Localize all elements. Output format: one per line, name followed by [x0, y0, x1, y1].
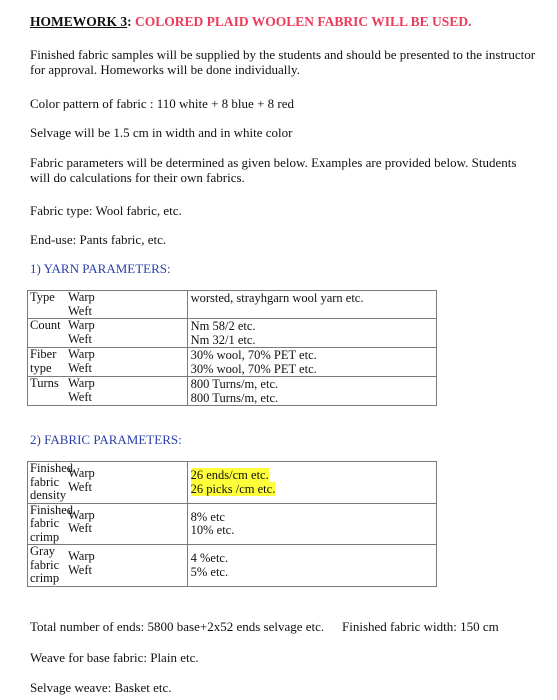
- fabric-value: 8% etc: [190, 509, 225, 524]
- fabric-label-line: crimp: [30, 529, 60, 544]
- yarn-parameters-table: [27, 290, 437, 406]
- title-colon: :: [127, 14, 132, 29]
- homework-label: HOMEWORK 3: [30, 14, 128, 29]
- total-ends: Total number of ends: 5800 base+2x52 ends selvage etc.: [30, 619, 325, 634]
- fabric-warp-weft: [68, 545, 95, 577]
- parameters-line-2: will do calculations for their own fabrics.: [30, 170, 245, 185]
- fabric-row: [28, 545, 437, 587]
- fabric-row-label-cell: [28, 503, 188, 545]
- selvage-weave: Selvage weave: Basket etc.: [30, 680, 172, 695]
- yarn-row-label: [30, 319, 68, 333]
- yarn-value: 30% wool, 70% PET etc.: [190, 348, 317, 362]
- yarn-row: [28, 377, 437, 406]
- fabric-row-label: [30, 502, 74, 545]
- fabric-value: 26 picks /cm etc.: [190, 481, 276, 496]
- yarn-row: [28, 348, 437, 377]
- yarn-row-value-cell: [187, 319, 436, 348]
- fabric-row-label: [30, 461, 74, 503]
- parameters-line-1: Fabric parameters will be determined as given below. Examples are provided below. Students: [30, 155, 517, 170]
- fabric-width: Finished fabric width: 150 cm: [342, 619, 499, 634]
- weft-label: Weft: [68, 331, 92, 346]
- fabric-label-line: fabric: [30, 516, 60, 530]
- yarn-warp-weft: [68, 291, 95, 318]
- yarn-row-label-cell: [28, 348, 188, 377]
- base-weave: Weave for base fabric: Plain etc.: [30, 650, 199, 665]
- yarn-warp-weft: [68, 348, 95, 375]
- yarn-value: Nm 32/1 etc.: [190, 332, 256, 347]
- fabric-row-value-cell: [187, 545, 436, 587]
- intro-line-2: for approval. Homeworks will be done individually.: [30, 62, 300, 77]
- warp-label: Warp: [68, 347, 95, 361]
- fabric-label-line: fabric: [30, 474, 60, 489]
- weft-label: Weft: [68, 521, 92, 535]
- yarn-value: Nm 58/2 etc.: [190, 319, 256, 333]
- warp-label: Warp: [68, 507, 95, 522]
- fabric-warp-weft: [68, 462, 95, 494]
- fabric-value: 26 ends/cm etc.: [190, 468, 269, 482]
- selvage-note: Selvage will be 1.5 cm in width and in white color: [30, 125, 293, 140]
- yarn-label-line: Type: [30, 290, 55, 304]
- yarn-row-label-cell: [28, 319, 188, 348]
- fabric-value: 4 %etc.: [190, 551, 229, 565]
- end-use: End-use: Pants fabric, etc.: [30, 232, 167, 247]
- fabric-label-line: crimp: [30, 571, 60, 585]
- yarn-label-line: Turns: [30, 376, 59, 390]
- warp-label: Warp: [68, 318, 95, 332]
- yarn-parameters-heading: 1) YARN PARAMETERS:: [30, 261, 171, 276]
- intro-paragraph: [30, 47, 545, 77]
- parameters-paragraph: [30, 155, 545, 185]
- yarn-row-label-cell: [28, 291, 188, 319]
- fabric-value: 10% etc.: [190, 523, 235, 537]
- warp-label: Warp: [68, 466, 95, 480]
- yarn-warp-weft: [68, 319, 95, 346]
- weft-label: Weft: [68, 389, 92, 404]
- yarn-value: 30% wool, 70% PET etc.: [190, 361, 317, 376]
- yarn-value: worsted, strayhgarn wool yarn etc.: [190, 291, 364, 305]
- yarn-warp-weft: [68, 377, 95, 404]
- yarn-value: 800 Turns/m, etc.: [190, 390, 279, 405]
- intro-line-1: Finished fabric samples will be supplied by the students and should be presented to the instructor: [30, 47, 536, 62]
- weft-label: Weft: [68, 360, 92, 375]
- fabric-row-label-cell: [28, 545, 188, 587]
- fabric-row-label: [30, 545, 68, 586]
- yarn-row-value-cell: [187, 377, 436, 406]
- yarn-label-line: Count: [30, 318, 61, 332]
- color-pattern: Color pattern of fabric : 110 white + 8 blue + 8 red: [30, 96, 294, 111]
- yarn-row-label: [30, 291, 68, 305]
- weft-label: Weft: [68, 303, 92, 318]
- weft-label: Weft: [68, 479, 92, 494]
- fabric-warp-weft: [68, 504, 95, 536]
- fabric-row-label-cell: [28, 462, 188, 504]
- yarn-row-label: [30, 377, 68, 391]
- fabric-row-value-cell: [187, 503, 436, 545]
- yarn-row-label: [30, 348, 68, 375]
- fabric-row-value-cell: [187, 462, 436, 504]
- yarn-row: [28, 319, 437, 348]
- fabric-label-line: density: [30, 488, 67, 502]
- warp-label: Warp: [68, 549, 95, 563]
- yarn-value: 800 Turns/m, etc.: [190, 377, 279, 391]
- yarn-label-line: Fiber: [30, 347, 57, 361]
- fabric-parameters-heading: 2) FABRIC PARAMETERS:: [30, 432, 182, 447]
- fabric-label-line: Finished: [30, 461, 74, 475]
- yarn-row-value-cell: [187, 291, 436, 319]
- page-title: [30, 14, 471, 30]
- title-subject: COLORED PLAID WOOLEN FABRIC WILL BE USED.: [131, 14, 472, 29]
- weft-label: Weft: [68, 562, 92, 577]
- fabric-row: [28, 503, 437, 545]
- fabric-type: Fabric type: Wool fabric, etc.: [30, 203, 182, 218]
- fabric-label-line: Finished: [30, 502, 74, 517]
- yarn-label-line: type: [30, 360, 52, 375]
- fabric-row: [28, 462, 437, 504]
- fabric-value: 5% etc.: [190, 564, 229, 579]
- fabric-label-line: fabric: [30, 557, 60, 572]
- warp-label: Warp: [68, 376, 95, 390]
- fabric-parameters-table: [27, 461, 437, 587]
- fabric-label-line: Gray: [30, 544, 55, 558]
- yarn-row-label-cell: [28, 377, 188, 406]
- warp-label: Warp: [68, 290, 95, 304]
- yarn-row: [28, 291, 437, 319]
- yarn-row-value-cell: [187, 348, 436, 377]
